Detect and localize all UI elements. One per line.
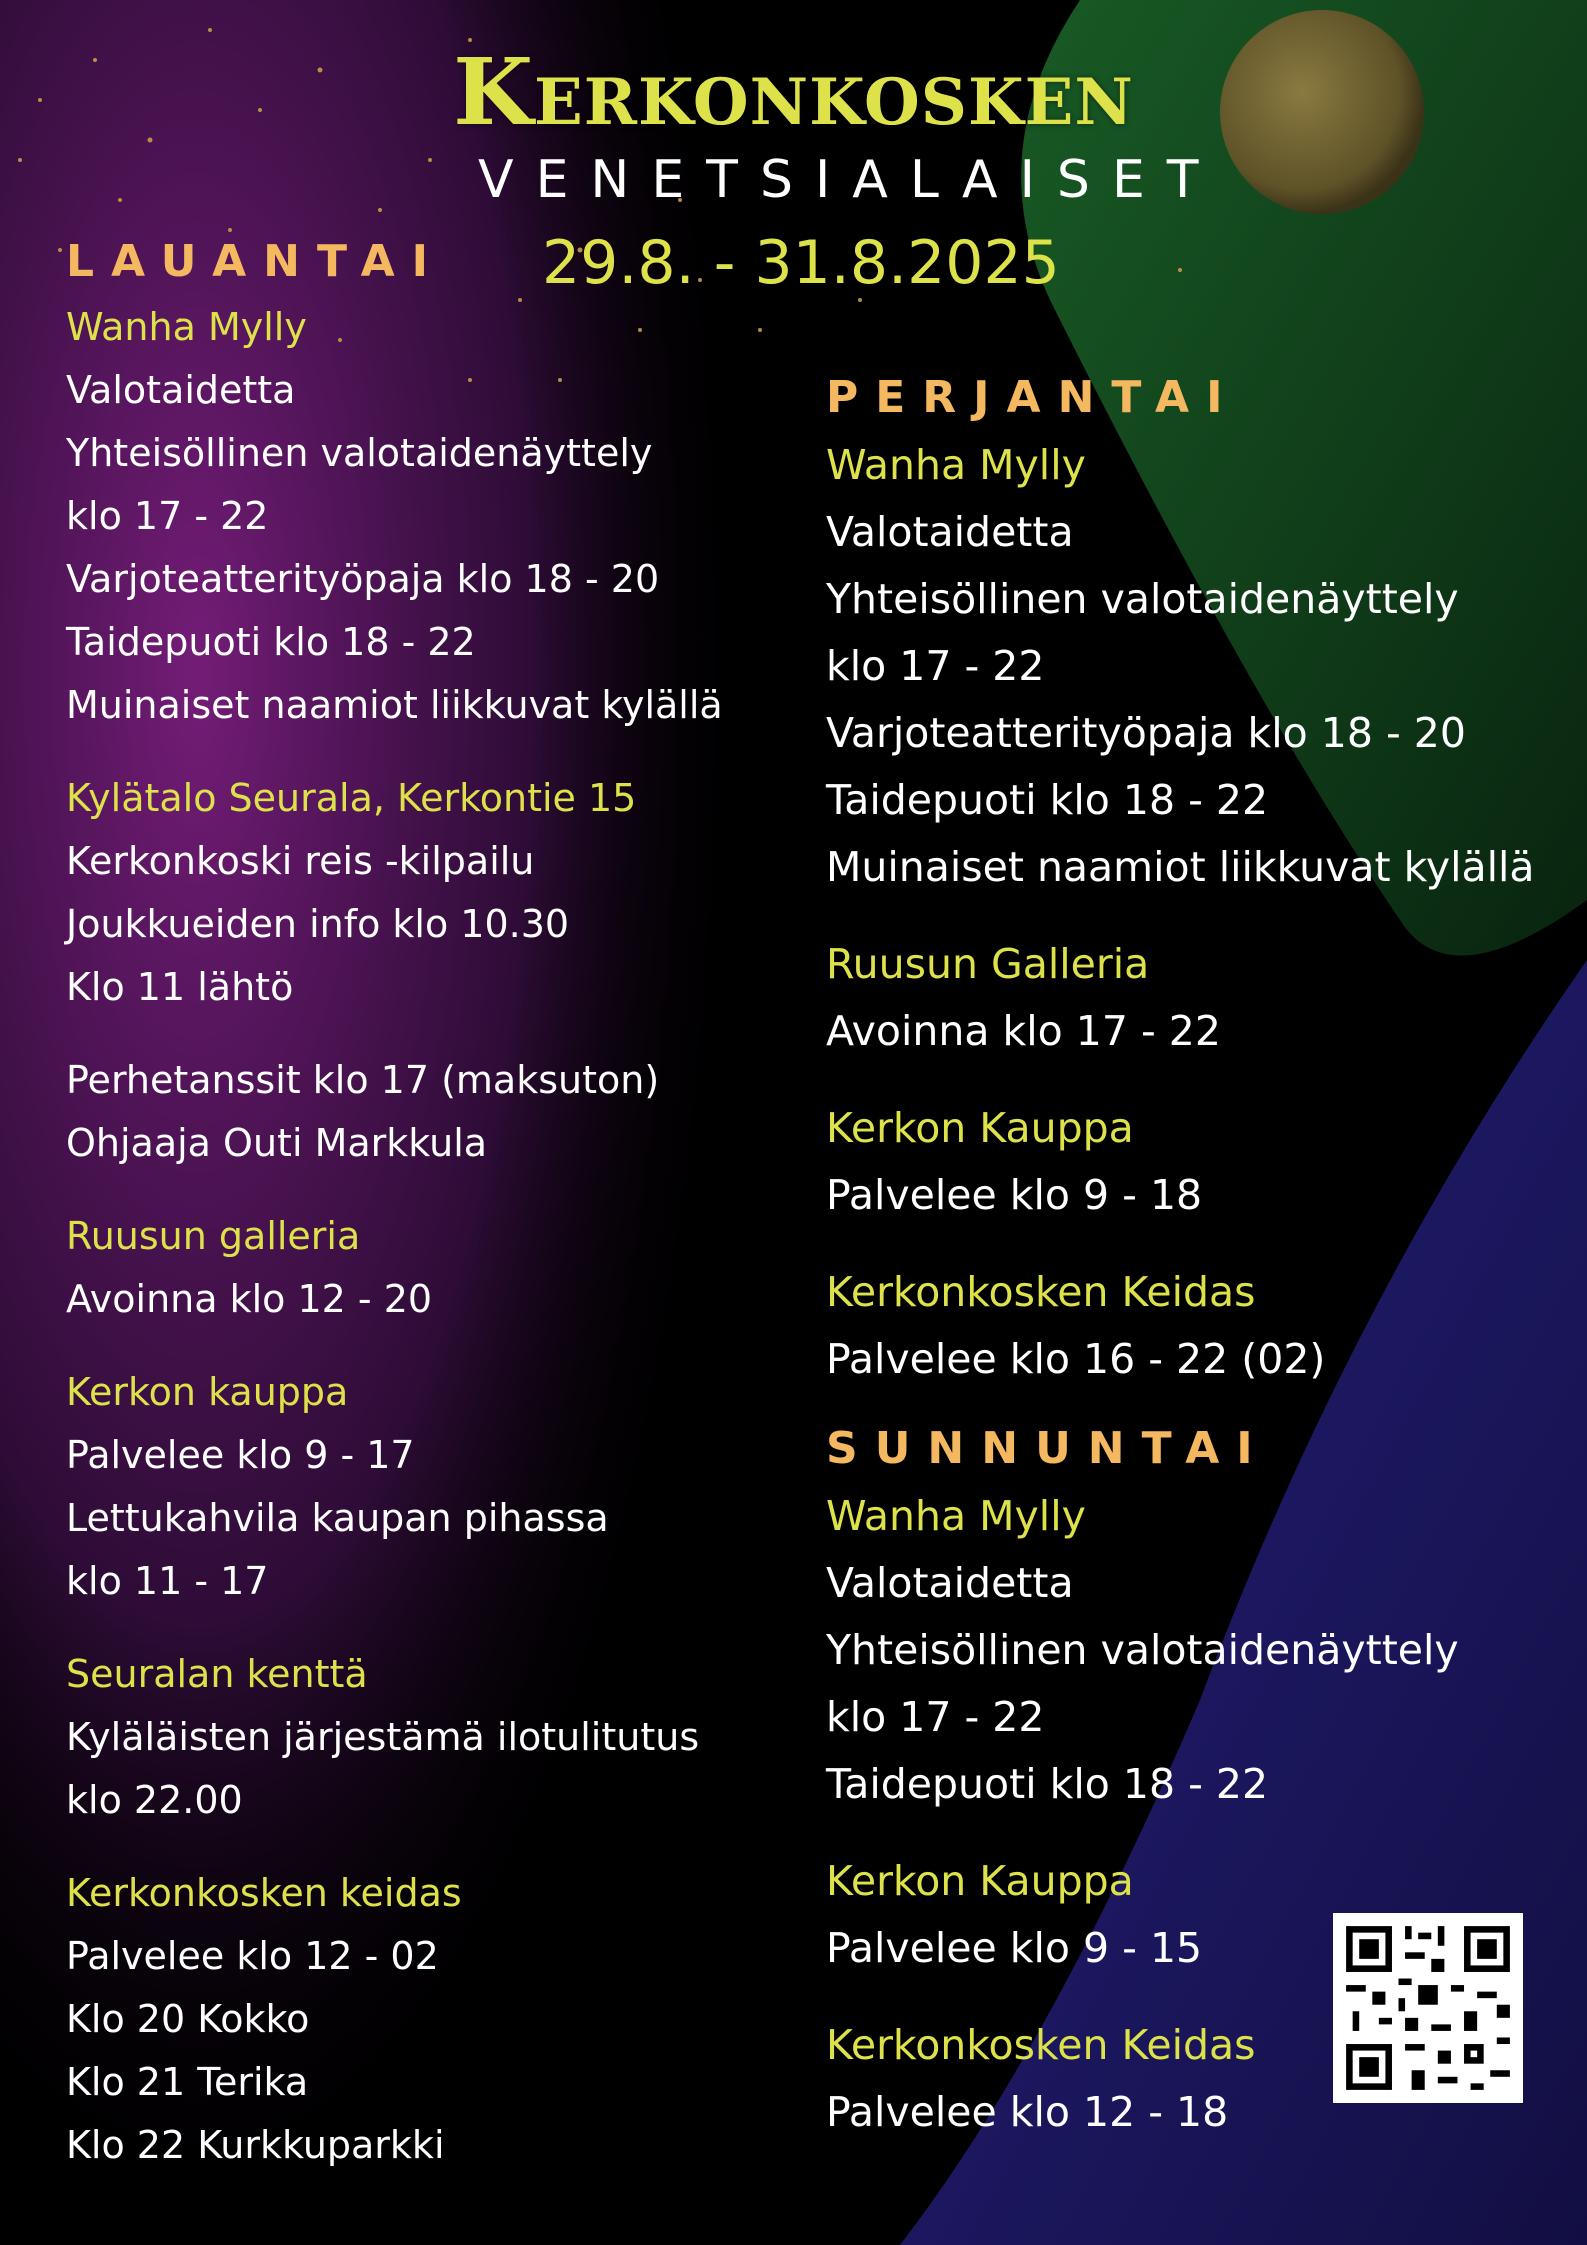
venue-block [826,931,1566,1065]
venue-name: Seuralan kenttä [66,1652,368,1696]
schedule-line: klo 17 - 22 [826,1693,1045,1741]
venue-block [826,1483,1566,1818]
venue-name: Kerkon Kauppa [826,1857,1134,1905]
day-heading-saturday: LAUANTAI [66,236,446,287]
schedule-line: Palvelee klo 9 - 17 [66,1433,415,1477]
schedule-line: klo 22.00 [66,1778,243,1822]
schedule-line: Valotaidetta [66,368,296,412]
schedule-line: Palvelee klo 9 - 18 [826,1171,1203,1219]
schedule-line: Kerkonkoski reis -kilpailu [66,839,535,883]
venue-name: Wanha Mylly [66,305,307,349]
schedule-line: klo 17 - 22 [66,494,269,538]
venue-name: Kerkon Kauppa [826,1104,1134,1152]
venue-name: Kerkon kauppa [66,1370,349,1414]
venue-name: Wanha Mylly [826,1492,1086,1540]
venue-block [66,1205,766,1331]
day-heading-sunday: SUNNUNTAI [826,1423,1270,1474]
schedule-line: Yhteisöllinen valotaidenäyttely [826,575,1459,623]
schedule-line: Taidepuoti klo 18 - 22 [826,776,1269,824]
saturday-column [66,236,766,2207]
venue-block [66,767,766,1019]
venue-name: Kerkonkosken Keidas [826,2021,1256,2069]
schedule-line: Klo 20 Kokko [66,1997,310,2041]
qr-code-icon [1333,1913,1523,2103]
schedule-line: Palvelee klo 9 - 15 [826,1924,1203,1972]
venue-name: Wanha Mylly [826,441,1086,489]
venue-block [66,296,766,737]
schedule-line: Varjoteatterityöpaja klo 18 - 20 [66,557,660,601]
schedule-line: Yhteisöllinen valotaidenäyttely [826,1626,1459,1674]
venue-block [826,432,1566,901]
schedule-line: Joukkueiden info klo 10.30 [66,902,570,946]
venue-name: Ruusun galleria [66,1214,361,1258]
venue-name: Ruusun Galleria [826,940,1150,988]
venue-name: Kerkonkosken keidas [66,1871,462,1915]
friday-sunday-column [826,372,1566,2176]
qr-code[interactable] [1333,1913,1523,2103]
venue-name: Kylätalo Seurala, Kerkontie 15 [66,776,637,820]
schedule-line: Klo 11 lähtö [66,965,294,1009]
schedule-line: Muinaiset naamiot liikkuvat kylällä [66,683,723,727]
venue-block [826,1259,1566,1393]
schedule-line: Palvelee klo 12 - 18 [826,2088,1229,2136]
schedule-line: Yhteisöllinen valotaidenäyttely [66,431,653,475]
schedule-line: Palvelee klo 16 - 22 (02) [826,1335,1326,1383]
schedule-line: Valotaidetta [826,508,1074,556]
venue-block [66,1862,766,2177]
day-heading-friday: PERJANTAI [826,372,1240,423]
schedule-line: Ohjaaja Outi Markkula [66,1121,488,1165]
schedule-line: Perhetanssit klo 17 (maksuton) [66,1058,660,1102]
schedule-line: Taidepuoti klo 18 - 22 [826,1760,1269,1808]
schedule-line: Klo 22 Kurkkuparkki [66,2123,445,2167]
schedule-line: klo 17 - 22 [826,642,1045,690]
schedule-line: Palvelee klo 12 - 02 [66,1934,439,1978]
schedule-line: Kyläläisten järjestämä ilotulitutus [66,1715,700,1759]
schedule-line: Muinaiset naamiot liikkuvat kylällä [826,843,1535,891]
venue-block [66,1049,766,1175]
venue-name: Kerkonkosken Keidas [826,1268,1256,1316]
schedule-line: Avoinna klo 12 - 20 [66,1277,433,1321]
schedule-line: Avoinna klo 17 - 22 [826,1007,1221,1055]
schedule-line: Klo 21 Terika [66,2060,309,2104]
event-dates: 29.8. - 31.8.2025 [542,228,1060,298]
schedule-line: Varjoteatterityöpaja klo 18 - 20 [826,709,1466,757]
schedule-line: Valotaidetta [826,1559,1074,1607]
schedule-line: Taidepuoti klo 18 - 22 [66,620,476,664]
page-title: Kerkonkosken [453,38,1134,146]
venue-block [66,1361,766,1613]
page-subtitle: VENETSIALAISET [478,150,1221,210]
venue-block [826,1095,1566,1229]
schedule-line: Lettukahvila kaupan pihassa [66,1496,609,1540]
schedule-line: klo 11 - 17 [66,1559,269,1603]
venue-block [66,1643,766,1832]
